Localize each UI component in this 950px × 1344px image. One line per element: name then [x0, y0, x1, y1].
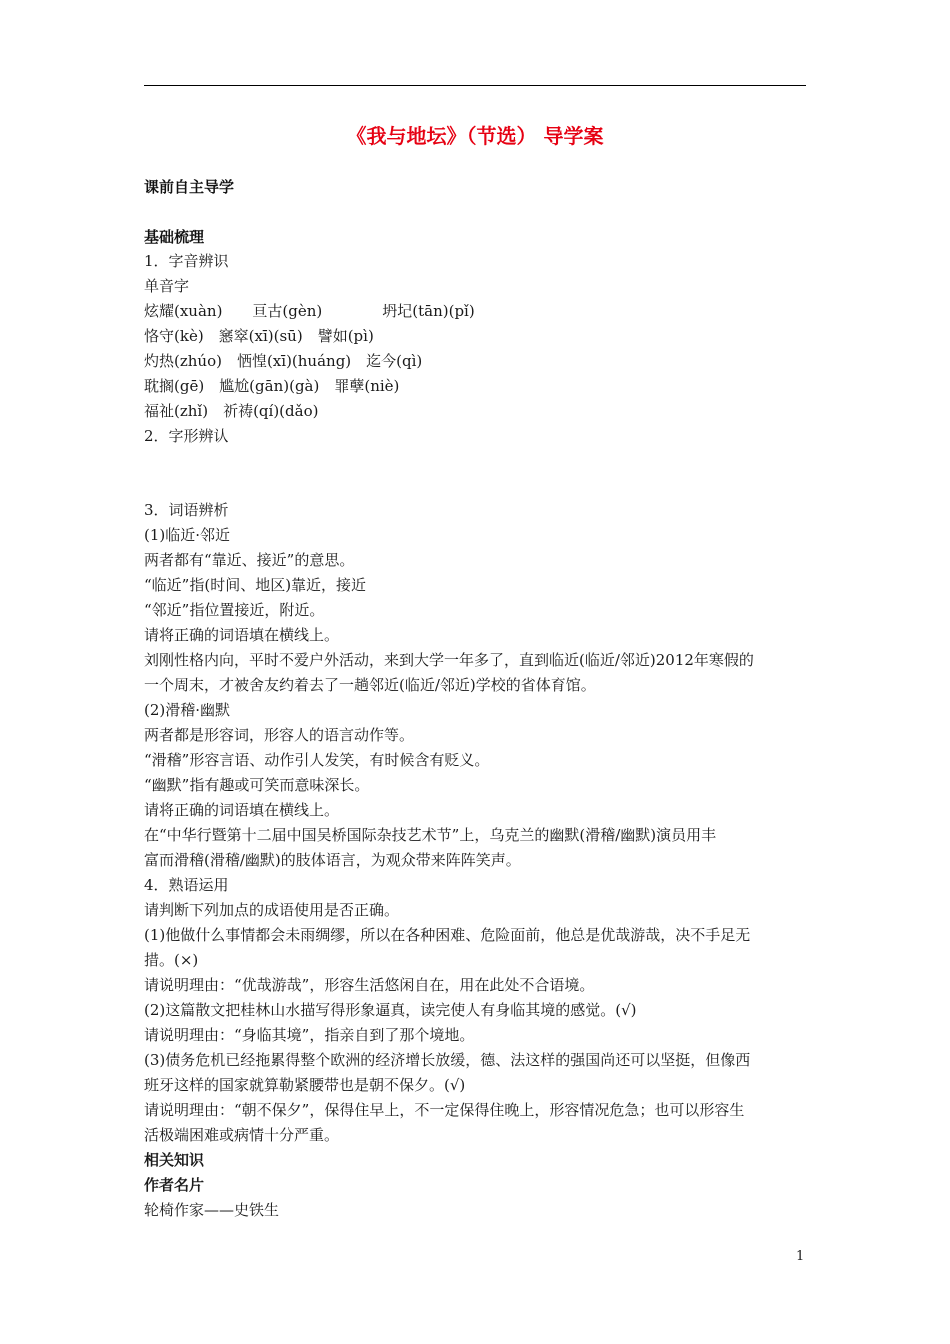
text-line: 单音字: [144, 277, 190, 295]
header-rule: [144, 85, 806, 86]
text-line: (2)这篇散文把桂林山水描写得形象逼真，读完使人有身临其境的感觉。(√): [144, 1001, 637, 1019]
vocabulary-block: [144, 498, 806, 1223]
text-line: 班牙这样的国家就算勒紧腰带也是朝不保夕。(√): [144, 1076, 466, 1094]
text-line: “临近”指(时间、地区)靠近，接近: [144, 576, 367, 594]
section-heading-preclass: 课前自主导学: [144, 178, 235, 196]
text-line: 富而滑稽(滑稽/幽默)的肢体语言，为观众带来阵阵笑声。: [144, 851, 521, 869]
text-line: (3)债务危机已经拖累得整个欧洲的经济增长放缓，德、法这样的强国尚还可以坚挺，但像西: [144, 1051, 751, 1069]
text-line: 两者都是形容词，形容人的语言动作等。: [144, 726, 415, 744]
text-line: 请判断下列加点的成语使用是否正确。: [144, 901, 400, 919]
page-number: 1: [796, 1249, 805, 1264]
text-line: 请说明理由：“朝不保夕”，保得住早上，不一定保得住晚上，形容情况危急；也可以形容生: [144, 1101, 745, 1119]
text-line: 请将正确的词语填在横线上。: [144, 801, 340, 819]
text-line: (2)滑稽·幽默: [144, 701, 231, 719]
section-heading-author: 作者名片: [144, 1176, 205, 1194]
text-line: 活极端困难或病情十分严重。: [144, 1126, 340, 1144]
text-line: 一个周末，才被舍友约着去了一趟邻近(临近/邻近)学校的省体育馆。: [144, 676, 596, 694]
text-line: (1)他做什么事情都会未雨绸缪，所以在各种困难、危险面前，他总是优哉游哉，决不手足无: [144, 926, 751, 944]
text-line: “滑稽”形容言语、动作引人发笑，有时候含有贬义。: [144, 751, 490, 769]
text-line: 1．字音辨识: [144, 252, 229, 270]
text-line: 在“中华行暨第十二届中国吴桥国际杂技艺术节”上，乌克兰的幽默(滑稽/幽默)演员用丰: [144, 826, 717, 844]
section-heading-basics: 基础梳理: [144, 228, 205, 246]
text-line: 2．字形辨认: [144, 427, 229, 445]
text-line: 请说明理由：“优哉游哉”，形容生活悠闲自在，用在此处不合语境。: [144, 976, 595, 994]
document-title: 《我与地坛》（节选） 导学案: [346, 124, 604, 148]
text-line: 措。(×): [144, 951, 199, 969]
text-line: 恪守(kè) 窸窣(xī)(sū) 譬如(pì): [144, 327, 374, 345]
text-line: 4．熟语运用: [144, 876, 229, 894]
text-line: 刘刚性格内向，平时不爱户外活动，来到大学一年多了，直到临近(临近/邻近)2012年寒假的: [144, 651, 754, 669]
section-heading-related: 相关知识: [144, 1151, 205, 1169]
author-line: 轮椅作家——史铁生: [144, 1201, 280, 1219]
text-line: 请将正确的词语填在横线上。: [144, 626, 340, 644]
pronunciation-block: [144, 249, 806, 449]
text-line: 两者都有“靠近、接近”的意思。: [144, 551, 355, 569]
text-line: 耽搁(gē) 尴尬(gān)(gà) 罪孽(niè): [144, 377, 400, 395]
text-line: “幽默”指有趣或可笑而意味深长。: [144, 776, 370, 794]
text-line: 炫耀(xuàn) 亘古(gèn) 坍圮(tān)(pǐ): [144, 302, 475, 320]
text-line: 福祉(zhǐ) 祈祷(qí)(dǎo): [144, 402, 319, 420]
text-line: 灼热(zhúo) 恓惶(xī)(huáng) 迄今(qì): [144, 352, 423, 370]
text-line: 3．词语辨析: [144, 501, 229, 519]
text-line: “邻近”指位置接近，附近。: [144, 601, 325, 619]
text-line: 请说明理由：“身临其境”，指亲自到了那个境地。: [144, 1026, 475, 1044]
text-line: (1)临近·邻近: [144, 526, 231, 544]
